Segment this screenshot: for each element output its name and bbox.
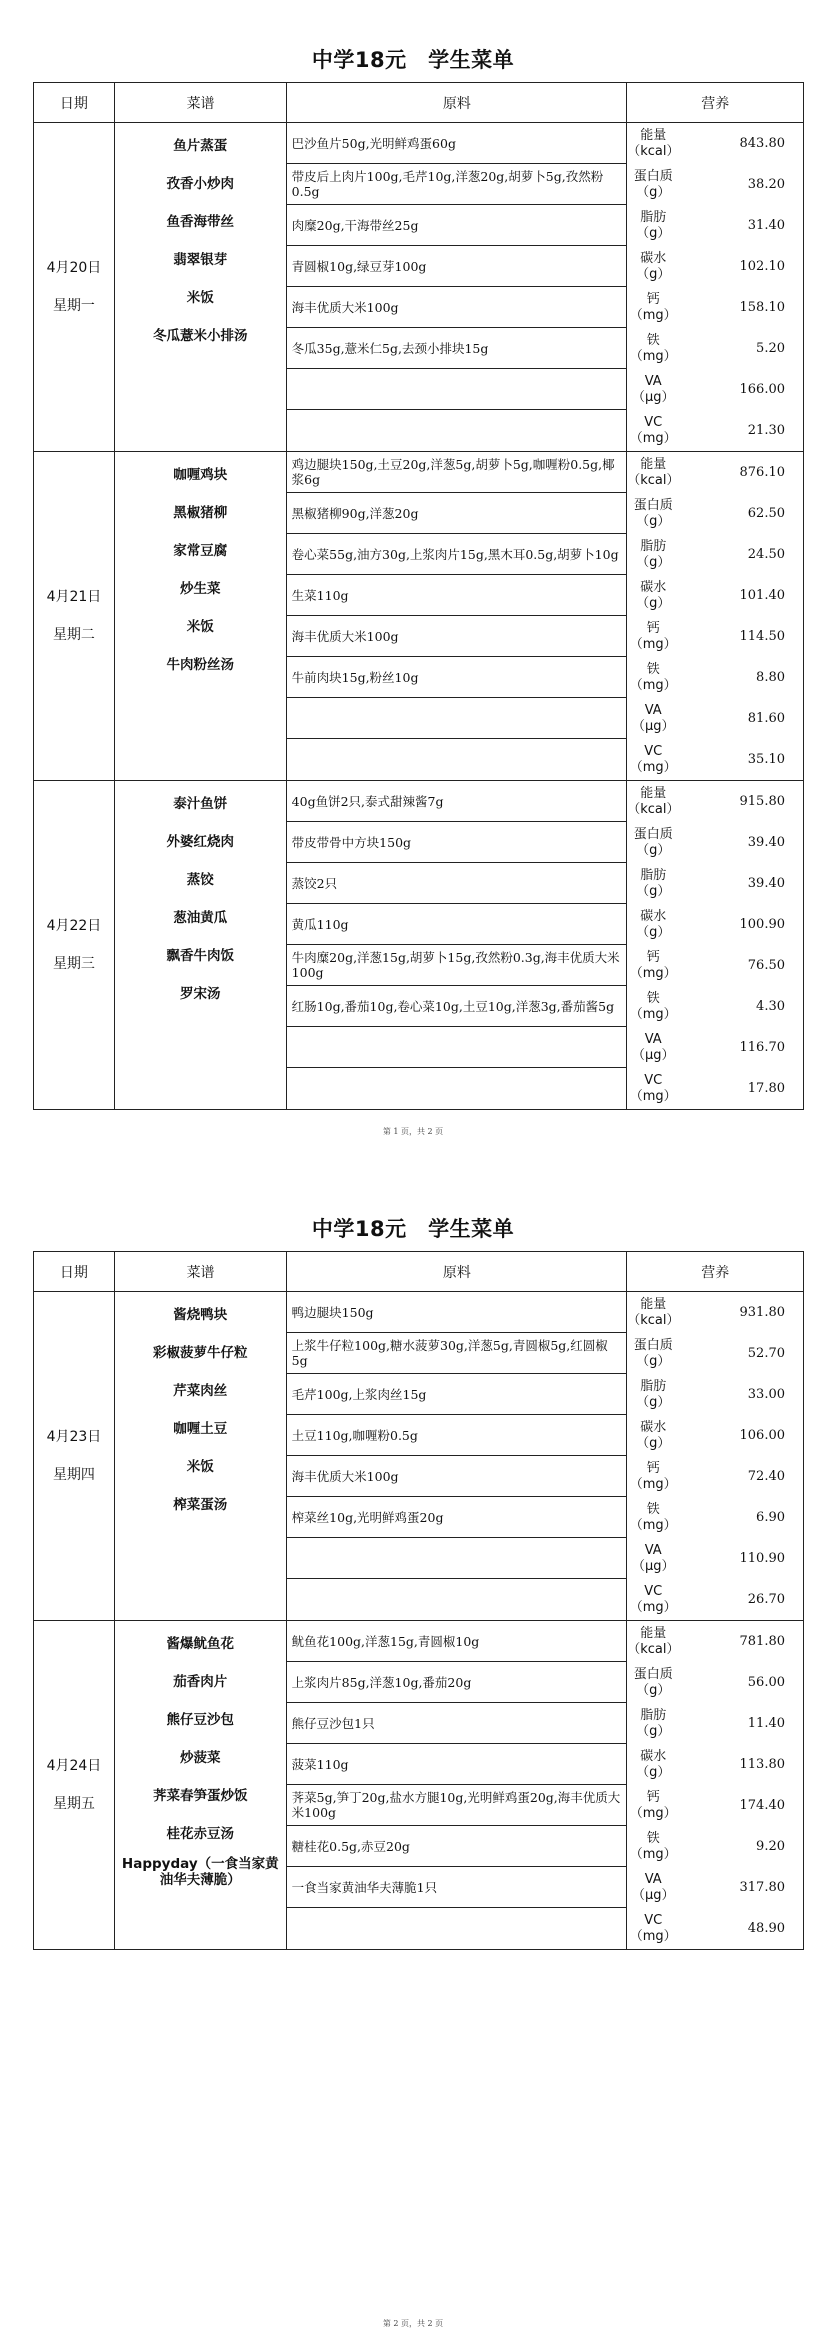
nutrition-value: 9.20 — [756, 1839, 785, 1854]
nutrition-value: 915.80 — [739, 794, 785, 809]
dish-name: 荠菜春笋蛋炒饭 — [153, 1788, 248, 1804]
nutrition-row — [627, 1027, 803, 1068]
nutrition-label: 铁（mg） — [629, 661, 677, 693]
nutrition-row — [627, 369, 803, 410]
dish-list — [115, 123, 287, 451]
nutrition-label: 钙（mg） — [629, 1460, 677, 1492]
nutrition-value: 38.20 — [747, 177, 785, 192]
nutrition-label: 脂肪（g） — [636, 867, 671, 899]
ingredient-row — [287, 1908, 627, 1949]
dish-name: 榨菜蛋汤 — [173, 1497, 228, 1513]
ingredient-row — [287, 410, 627, 451]
day-block — [34, 123, 804, 452]
ingredient-row: 冬瓜35g,薏米仁5g,去颈小排块15g — [287, 328, 627, 369]
dish-name: 熊仔豆沙包 — [166, 1712, 235, 1728]
nutrition-value: 166.00 — [739, 382, 785, 397]
nutrition-value: 931.80 — [739, 1305, 785, 1320]
nutrition-row — [627, 863, 803, 904]
nutrition-label: 钙（mg） — [629, 1789, 677, 1821]
ingredient-row — [287, 739, 627, 780]
nutrition-row — [627, 739, 803, 780]
date-label: 4月23日 — [46, 1429, 102, 1445]
ingredient-row — [287, 1579, 627, 1620]
nutrition-value: 26.70 — [747, 1592, 785, 1607]
nutrition-label: VA（μg） — [631, 373, 675, 405]
nutrition-value: 116.70 — [739, 1040, 785, 1055]
dish-name: 桂花赤豆汤 — [166, 1826, 235, 1842]
nutrition-list — [627, 123, 804, 451]
nutrition-row — [627, 1785, 803, 1826]
nutrition-label: VC（mg） — [629, 1072, 677, 1104]
nutrition-label: 碳水（g） — [636, 579, 671, 611]
nutrition-value: 101.40 — [739, 588, 785, 603]
header-date: 日期 — [34, 83, 115, 122]
nutrition-label: VC（mg） — [629, 1583, 677, 1615]
nutrition-list — [627, 1621, 804, 1949]
menu-page — [0, 1169, 826, 2338]
nutrition-value: 56.00 — [747, 1675, 785, 1690]
nutrition-row — [627, 1579, 803, 1620]
ingredient-row: 海丰优质大米100g — [287, 616, 627, 657]
nutrition-label: 钙（mg） — [629, 620, 677, 652]
nutrition-value: 876.10 — [739, 465, 785, 480]
dish-name: 罗宋汤 — [180, 986, 221, 1002]
dish-list — [115, 452, 287, 780]
header-dish: 菜谱 — [115, 1252, 288, 1291]
nutrition-label: 脂肪（g） — [636, 209, 671, 241]
day-block — [34, 781, 804, 1110]
nutrition-value: 158.10 — [739, 300, 785, 315]
ingredient-row: 生菜110g — [287, 575, 627, 616]
nutrition-value: 31.40 — [747, 218, 785, 233]
nutrition-label: 碳水（g） — [636, 250, 671, 282]
ingredient-row: 海丰优质大米100g — [287, 287, 627, 328]
nutrition-label: VA（μg） — [631, 702, 675, 734]
nutrition-label: 能量（kcal） — [627, 1296, 680, 1328]
day-block — [34, 452, 804, 781]
nutrition-row — [627, 904, 803, 945]
nutrition-label: 铁（mg） — [629, 1830, 677, 1862]
nutrition-value: 113.80 — [739, 1757, 785, 1772]
nutrition-label: VC（mg） — [629, 414, 677, 446]
nutrition-label: VC（mg） — [629, 1912, 677, 1944]
page-title: 中学18元 学生菜单 — [311, 1217, 515, 1241]
nutrition-row — [627, 1908, 803, 1949]
dish-name: 牛肉粉丝汤 — [166, 657, 235, 673]
nutrition-value: 21.30 — [747, 423, 785, 438]
dish-name: 外婆红烧肉 — [166, 834, 235, 850]
nutrition-value: 39.40 — [747, 835, 785, 850]
ingredient-row: 牛前肉块15g,粉丝10g — [287, 657, 627, 698]
nutrition-label: 钙（mg） — [629, 949, 677, 981]
nutrition-value: 102.10 — [739, 259, 785, 274]
nutrition-label: VA（μg） — [631, 1871, 675, 1903]
ingredient-row: 菠菜110g — [287, 1744, 627, 1785]
nutrition-row — [627, 1703, 803, 1744]
nutrition-value: 39.40 — [747, 876, 785, 891]
nutrition-label: 能量（kcal） — [627, 456, 680, 488]
nutrition-row — [627, 452, 803, 493]
nutrition-value: 11.40 — [747, 1716, 785, 1731]
ingredients-list — [287, 1621, 628, 1949]
dish-name: 芹菜肉丝 — [173, 1383, 228, 1399]
nutrition-label: 碳水（g） — [636, 1748, 671, 1780]
nutrition-value: 81.60 — [747, 711, 785, 726]
nutrition-label: 脂肪（g） — [636, 538, 671, 570]
nutrition-label: 能量（kcal） — [627, 127, 680, 159]
ingredient-row: 土豆110g,咖喱粉0.5g — [287, 1415, 627, 1456]
nutrition-row — [627, 410, 803, 451]
date-label: 4月21日 — [46, 589, 102, 605]
nutrition-value: 106.00 — [739, 1428, 785, 1443]
dish-name: 冬瓜薏米小排汤 — [153, 328, 248, 344]
dish-name: 茄香肉片 — [173, 1674, 228, 1690]
nutrition-row — [627, 1068, 803, 1109]
nutrition-row — [627, 781, 803, 822]
ingredient-row: 40g鱼饼2只,泰式甜辣酱7g — [287, 781, 627, 822]
dish-name: 鱼片蒸蛋 — [173, 138, 228, 154]
dish-name: 彩椒菠萝牛仔粒 — [153, 1345, 248, 1361]
ingredient-row — [287, 1027, 627, 1068]
ingredients-list — [287, 452, 628, 780]
nutrition-row — [627, 1292, 803, 1333]
date-label: 4月22日 — [46, 918, 102, 934]
ingredients-list — [287, 123, 628, 451]
ingredient-row: 蒸饺2只 — [287, 863, 627, 904]
nutrition-row — [627, 287, 803, 328]
nutrition-row — [627, 945, 803, 986]
dish-name: 米饭 — [186, 1459, 214, 1475]
ingredient-row: 带皮后上肉片100g,毛芹10g,洋葱20g,胡萝卜5g,孜然粉0.5g — [287, 164, 627, 205]
dish-name: 家常豆腐 — [173, 543, 228, 559]
header-dish: 菜谱 — [115, 83, 288, 122]
day-block — [34, 1292, 804, 1621]
nutrition-label: 蛋白质（g） — [633, 1666, 673, 1698]
ingredient-row: 海丰优质大米100g — [287, 1456, 627, 1497]
nutrition-label: VC（mg） — [629, 743, 677, 775]
nutrition-label: 能量（kcal） — [627, 785, 680, 817]
dish-name: 酱爆鱿鱼花 — [166, 1636, 235, 1652]
ingredient-row: 鱿鱼花100g,洋葱15g,青圆椒10g — [287, 1621, 627, 1662]
header-nutrition: 营养 — [627, 83, 804, 122]
ingredient-row: 糖桂花0.5g,赤豆20g — [287, 1826, 627, 1867]
date-cell — [34, 123, 115, 451]
dish-name: 蒸饺 — [186, 872, 214, 888]
dish-name: 翡翠银芽 — [173, 252, 228, 268]
nutrition-label: 蛋白质（g） — [633, 826, 673, 858]
page-footer: 第 2 页，共 2 页 — [382, 2319, 444, 2328]
nutrition-label: 钙（mg） — [629, 291, 677, 323]
ingredient-row: 红肠10g,番茄10g,卷心菜10g,土豆10g,洋葱3g,番茄酱5g — [287, 986, 627, 1027]
ingredient-row: 上浆牛仔粒100g,糖水菠萝30g,洋葱5g,青圆椒5g,红圆椒5g — [287, 1333, 627, 1374]
nutrition-value: 35.10 — [747, 752, 785, 767]
nutrition-label: VA（μg） — [631, 1542, 675, 1574]
ingredient-row: 巴沙鱼片50g,光明鲜鸡蛋60g — [287, 123, 627, 164]
ingredient-row: 黑椒猪柳90g,洋葱20g — [287, 493, 627, 534]
nutrition-row — [627, 493, 803, 534]
date-cell — [34, 1292, 115, 1620]
nutrition-row — [627, 164, 803, 205]
nutrition-row — [627, 698, 803, 739]
ingredient-row: 上浆肉片85g,洋葱10g,番茄20g — [287, 1662, 627, 1703]
dish-list — [115, 781, 287, 1109]
ingredients-list — [287, 1292, 628, 1620]
nutrition-label: 能量（kcal） — [627, 1625, 680, 1657]
menu-table — [33, 1251, 804, 1950]
nutrition-row — [627, 616, 803, 657]
nutrition-value: 62.50 — [747, 506, 785, 521]
weekday-label: 星期一 — [52, 298, 95, 314]
dish-name: 炒菠菜 — [180, 1750, 221, 1766]
nutrition-value: 174.40 — [739, 1798, 785, 1813]
ingredient-row — [287, 369, 627, 410]
day-block — [34, 1621, 804, 1950]
ingredient-row: 毛芹100g,上浆肉丝15g — [287, 1374, 627, 1415]
ingredient-row: 青圆椒10g,绿豆芽100g — [287, 246, 627, 287]
nutrition-value: 110.90 — [739, 1551, 785, 1566]
nutrition-label: 脂肪（g） — [636, 1378, 671, 1410]
nutrition-row — [627, 1662, 803, 1703]
nutrition-label: 蛋白质（g） — [633, 1337, 673, 1369]
nutrition-row — [627, 1415, 803, 1456]
dish-name: 炒生菜 — [180, 581, 221, 597]
nutrition-row — [627, 328, 803, 369]
dish-name: 鱼香海带丝 — [166, 214, 235, 230]
dish-name: Happyday（一食当家黄油华夫薄脆） — [121, 1856, 279, 1888]
nutrition-value: 781.80 — [739, 1634, 785, 1649]
date-label: 4月20日 — [46, 260, 102, 276]
ingredient-row: 牛肉糜20g,洋葱15g,胡萝卜15g,孜然粉0.3g,海丰优质大米100g — [287, 945, 627, 986]
nutrition-label: 铁（mg） — [629, 990, 677, 1022]
header-nutrition: 营养 — [627, 1252, 804, 1291]
dish-name: 酱烧鸭块 — [173, 1307, 228, 1323]
table-header-row — [34, 83, 804, 123]
nutrition-row — [627, 657, 803, 698]
ingredient-row: 榨菜丝10g,光明鲜鸡蛋20g — [287, 1497, 627, 1538]
nutrition-value: 100.90 — [739, 917, 785, 932]
page-title: 中学18元 学生菜单 — [311, 48, 515, 72]
ingredient-row: 卷心菜55g,油方30g,上浆肉片15g,黑木耳0.5g,胡萝卜10g — [287, 534, 627, 575]
table-header-row — [34, 1252, 804, 1292]
header-date: 日期 — [34, 1252, 115, 1291]
nutrition-list — [627, 452, 804, 780]
nutrition-row — [627, 1456, 803, 1497]
nutrition-row — [627, 1826, 803, 1867]
nutrition-value: 8.80 — [756, 670, 785, 685]
nutrition-value: 4.30 — [756, 999, 785, 1014]
nutrition-list — [627, 781, 804, 1109]
page-footer: 第 1 页，共 2 页 — [382, 1127, 444, 1136]
nutrition-value: 24.50 — [747, 547, 785, 562]
ingredient-row: 黄瓜110g — [287, 904, 627, 945]
nutrition-row — [627, 986, 803, 1027]
dish-name: 米饭 — [186, 619, 214, 635]
weekday-label: 星期四 — [52, 1467, 95, 1483]
nutrition-row — [627, 1333, 803, 1374]
nutrition-row — [627, 123, 803, 164]
ingredients-list — [287, 781, 628, 1109]
nutrition-row — [627, 1867, 803, 1908]
nutrition-row — [627, 205, 803, 246]
menu-table — [33, 82, 804, 1110]
nutrition-row — [627, 246, 803, 287]
nutrition-row — [627, 575, 803, 616]
weekday-label: 星期五 — [52, 1796, 95, 1812]
nutrition-value: 5.20 — [756, 341, 785, 356]
nutrition-row — [627, 1744, 803, 1785]
dish-list — [115, 1292, 287, 1620]
nutrition-label: 蛋白质（g） — [633, 497, 673, 529]
dish-name: 葱油黄瓜 — [173, 910, 228, 926]
ingredient-row: 荠菜5g,笋丁20g,盐水方腿10g,光明鲜鸡蛋20g,海丰优质大米100g — [287, 1785, 627, 1826]
nutrition-label: 蛋白质（g） — [633, 168, 673, 200]
dish-name: 咖喱土豆 — [173, 1421, 228, 1437]
header-ingredients: 原料 — [287, 83, 627, 122]
nutrition-value: 317.80 — [739, 1880, 785, 1895]
nutrition-row — [627, 822, 803, 863]
nutrition-list — [627, 1292, 804, 1620]
nutrition-row — [627, 534, 803, 575]
nutrition-label: 铁（mg） — [629, 332, 677, 364]
nutrition-value: 72.40 — [747, 1469, 785, 1484]
nutrition-label: 碳水（g） — [636, 1419, 671, 1451]
ingredient-row: 鸭边腿块150g — [287, 1292, 627, 1333]
dish-name: 泰汁鱼饼 — [173, 796, 228, 812]
nutrition-value: 6.90 — [756, 1510, 785, 1525]
weekday-label: 星期三 — [52, 956, 95, 972]
nutrition-row — [627, 1374, 803, 1415]
dish-name: 孜香小炒肉 — [166, 176, 235, 192]
nutrition-label: 脂肪（g） — [636, 1707, 671, 1739]
header-ingredients: 原料 — [287, 1252, 627, 1291]
ingredient-row: 带皮带骨中方块150g — [287, 822, 627, 863]
dish-name: 飘香牛肉饭 — [166, 948, 235, 964]
nutrition-value: 48.90 — [747, 1921, 785, 1936]
nutrition-value: 114.50 — [739, 629, 785, 644]
ingredient-row: 一食当家黄油华夫薄脆1只 — [287, 1867, 627, 1908]
date-cell — [34, 1621, 115, 1949]
nutrition-value: 76.50 — [747, 958, 785, 973]
nutrition-row — [627, 1621, 803, 1662]
nutrition-row — [627, 1497, 803, 1538]
date-cell — [34, 452, 115, 780]
date-cell — [34, 781, 115, 1109]
ingredient-row — [287, 1538, 627, 1579]
ingredient-row: 鸡边腿块150g,土豆20g,洋葱5g,胡萝卜5g,咖喱粉0.5g,椰浆6g — [287, 452, 627, 493]
nutrition-label: VA（μg） — [631, 1031, 675, 1063]
dish-name: 黑椒猪柳 — [173, 505, 228, 521]
dish-name: 咖喱鸡块 — [173, 467, 228, 483]
weekday-label: 星期二 — [52, 627, 95, 643]
nutrition-value: 33.00 — [747, 1387, 785, 1402]
nutrition-label: 铁（mg） — [629, 1501, 677, 1533]
ingredient-row: 肉糜20g,干海带丝25g — [287, 205, 627, 246]
dish-name: 米饭 — [186, 290, 214, 306]
dish-list — [115, 1621, 287, 1949]
date-label: 4月24日 — [46, 1758, 102, 1774]
nutrition-label: 碳水（g） — [636, 908, 671, 940]
ingredient-row — [287, 698, 627, 739]
ingredient-row — [287, 1068, 627, 1109]
nutrition-value: 17.80 — [747, 1081, 785, 1096]
nutrition-row — [627, 1538, 803, 1579]
nutrition-value: 843.80 — [739, 136, 785, 151]
ingredient-row: 熊仔豆沙包1只 — [287, 1703, 627, 1744]
nutrition-value: 52.70 — [747, 1346, 785, 1361]
